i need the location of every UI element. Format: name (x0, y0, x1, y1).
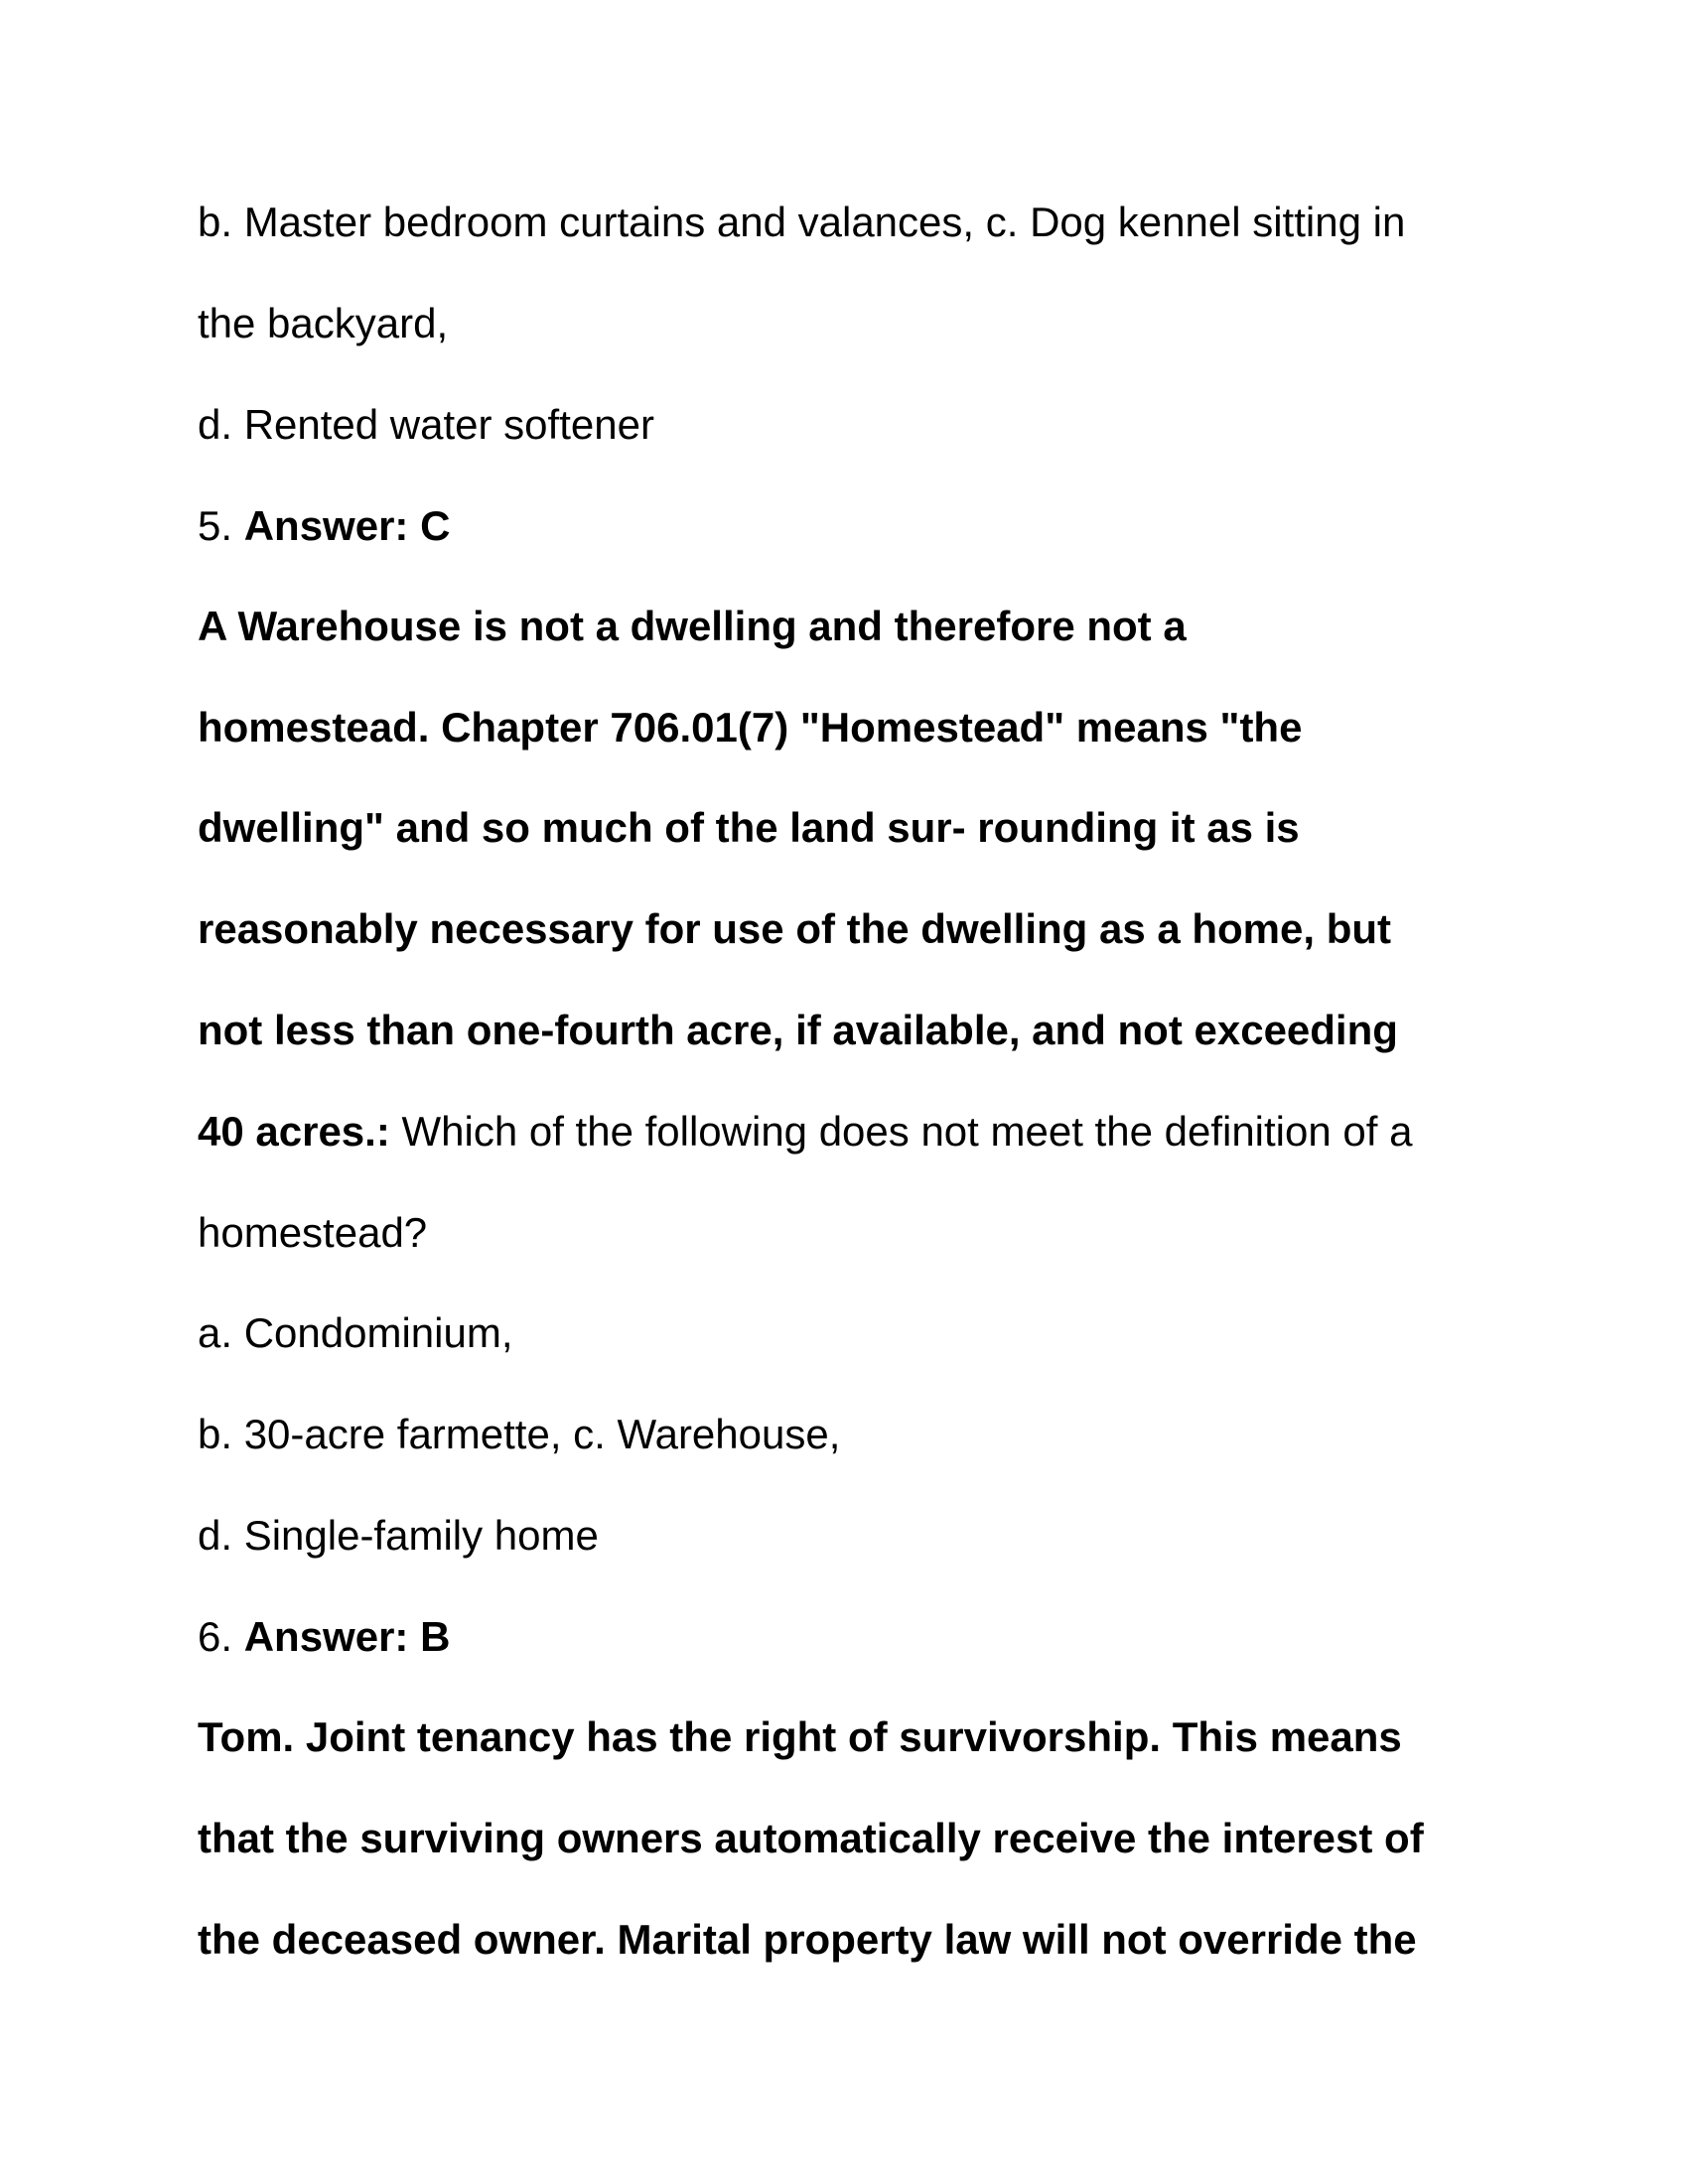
explanation-text: homestead. Chapter 706.01(7) "Homestead" means "the (198, 704, 1303, 751)
text-line-option-a (198, 1308, 512, 1358)
explanation-line (198, 904, 1391, 954)
question-text: homestead? (198, 1209, 428, 1256)
explanation-text: reasonably necessary for use of the dwelling as a home, but (198, 905, 1392, 952)
explanation-line (198, 1814, 1424, 1863)
question-line (198, 1208, 427, 1258)
question-line (198, 1107, 1412, 1157)
explanation-text: the deceased owner. Marital property law will not override the (198, 1916, 1417, 1963)
explanation-text: not less than one-fourth acre, if available, and not exceeding (198, 1007, 1398, 1053)
explanation-line (198, 1915, 1417, 1965)
answer-label: Answer: C (243, 502, 451, 549)
question-text: Which of the following does not meet the definition of a (389, 1108, 1413, 1155)
explanation-line (198, 602, 1187, 651)
option-text: d. Single-family home (198, 1512, 599, 1559)
question-number: 6. (198, 1613, 244, 1660)
text-line-option-d (198, 1511, 599, 1561)
text-line-option-b-c (198, 198, 1405, 247)
explanation-line (198, 1006, 1398, 1055)
answer-heading-6 (198, 1612, 450, 1662)
question-number: 5. (198, 502, 244, 549)
explanation-text: 40 acres.: (198, 1108, 390, 1155)
explanation-text: Tom. Joint tenancy has the right of survivorship. This means (198, 1713, 1402, 1760)
option-text: b. Master bedroom curtains and valances, c. Dog kennel sitting in (198, 199, 1406, 245)
answer-label: Answer: B (243, 1613, 451, 1660)
text-line-option-c-cont (198, 299, 448, 348)
option-text: the backyard, (198, 300, 449, 346)
text-line-option-b-c (198, 1410, 840, 1459)
option-text: b. 30-acre farmette, c. Warehouse, (198, 1411, 841, 1457)
explanation-line (198, 703, 1302, 752)
explanation-line (198, 1712, 1402, 1762)
option-text: d. Rented water softener (198, 401, 654, 448)
explanation-line (198, 803, 1300, 853)
answer-heading-5 (198, 501, 450, 551)
option-text: a. Condominium, (198, 1309, 513, 1356)
explanation-text: that the surviving owners automatically receive the interest of (198, 1815, 1424, 1861)
explanation-text: dwelling" and so much of the land sur- rounding it as is (198, 804, 1300, 851)
text-line-option-d (198, 400, 654, 450)
explanation-text: A Warehouse is not a dwelling and therefore not a (198, 603, 1187, 649)
